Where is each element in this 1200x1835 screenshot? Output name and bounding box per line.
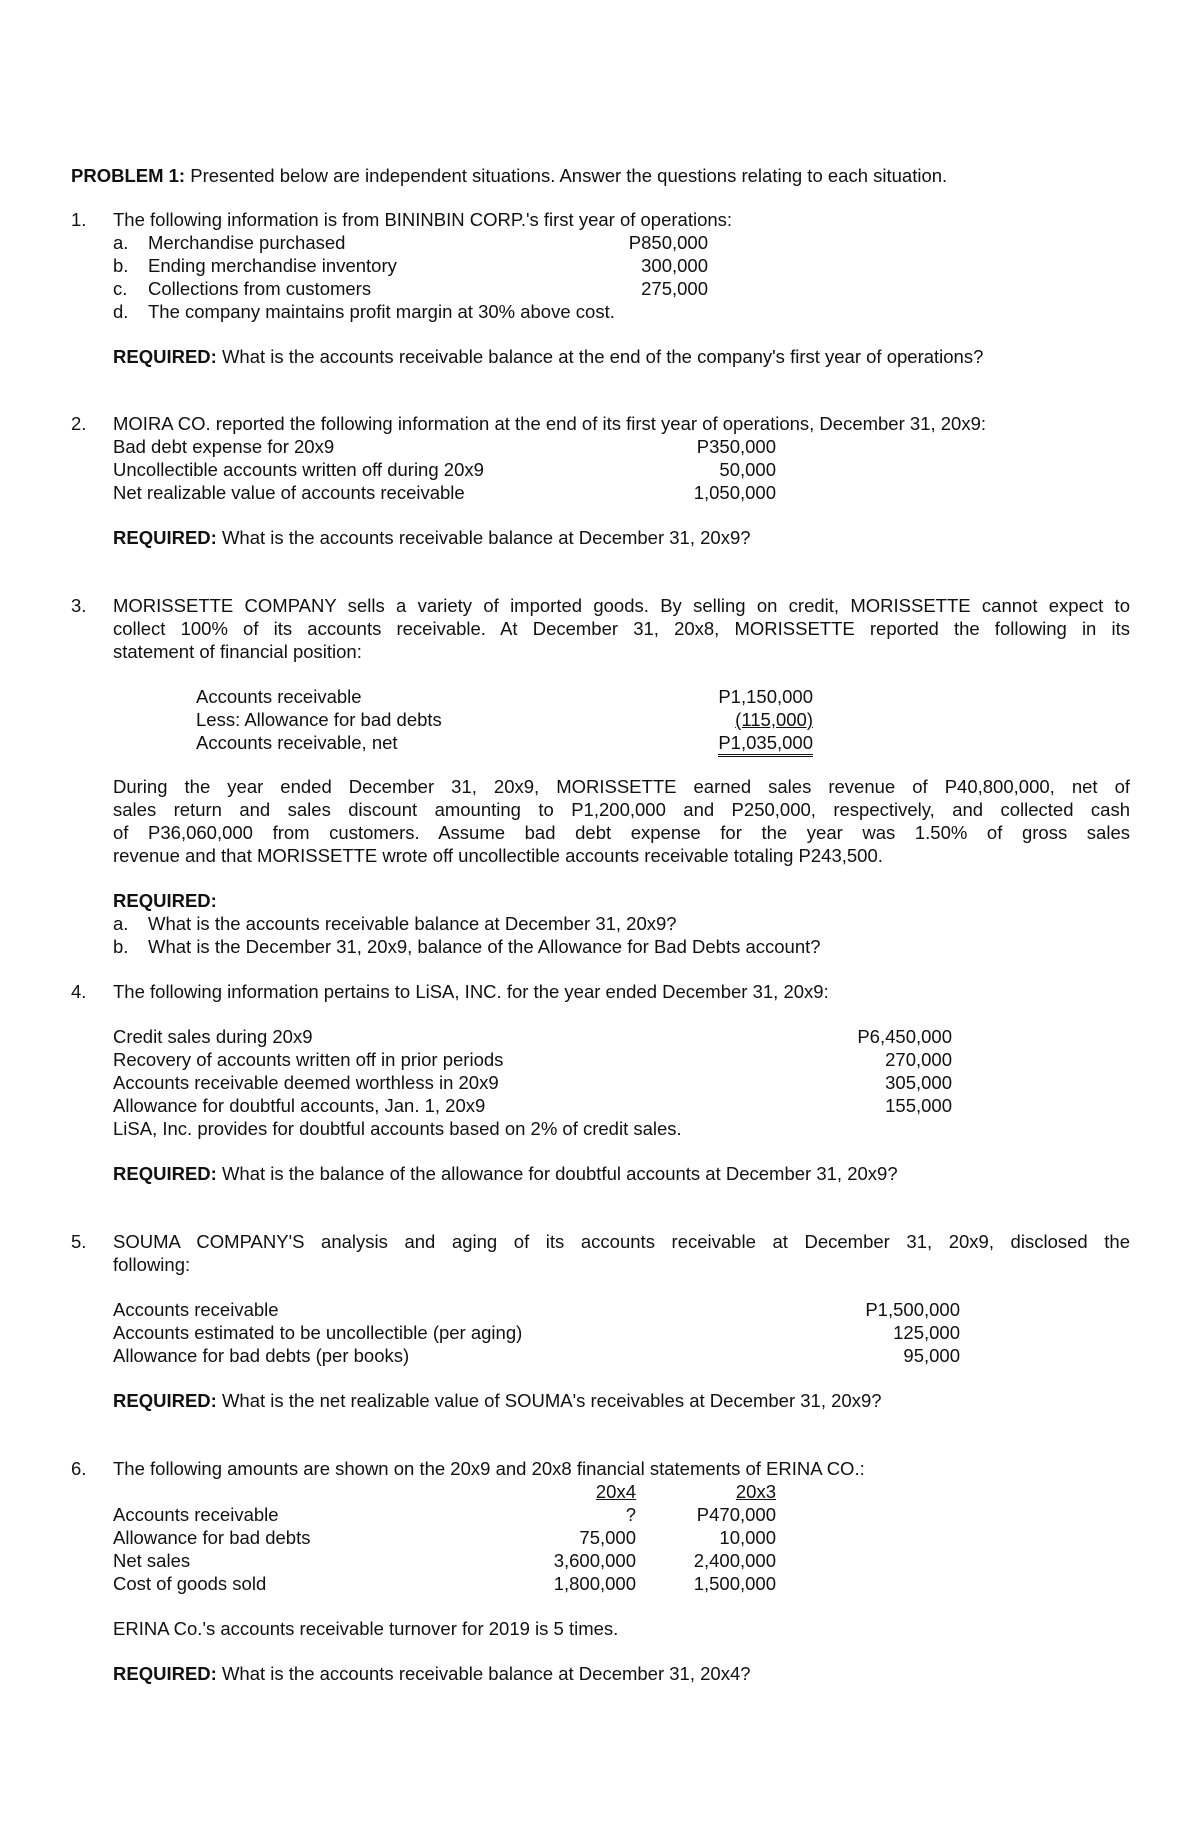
item-6-row-1-v1: ? [625, 1504, 636, 1525]
item-3-value-3 [640, 734, 813, 753]
col-header-1-text: 20x4 [595, 1481, 636, 1502]
item-6-row-3-v2: 2,400,000 [693, 1550, 776, 1571]
item-6-row-4-label: Cost of goods sold [113, 1573, 267, 1594]
item-6-required [113, 1665, 751, 1684]
col-header-2-text: 20x3 [735, 1481, 776, 1502]
item-3-intro-line-1: MORISSETTE COMPANY sells a variety of imported goods. By selling on credit, MORISSETTE cannot expect to [113, 595, 1130, 616]
item-1-label-a: Merchandise purchased [148, 232, 346, 253]
item-6-row-2-v1: 75,000 [579, 1527, 636, 1548]
required-label: REQUIRED: [113, 1663, 217, 1684]
item-1-label-c: Collections from customers [148, 278, 372, 299]
item-5-label-3: Allowance for bad debts (per books) [113, 1345, 410, 1366]
item-1-value-a: P850,000 [628, 232, 708, 253]
problem-instruction: Presented below are independent situations. Answer the questions relating to each situation. [185, 165, 948, 186]
item-4-label-2: Recovery of accounts written off in prior periods [113, 1049, 504, 1070]
item-6-intro: The following amounts are shown on the 20x9 and 20x8 financial statements of ERINA CO.: [113, 1458, 865, 1479]
item-5-label-2: Accounts estimated to be uncollectible (per aging) [113, 1322, 523, 1343]
item-1-letter-a: a. [113, 232, 129, 253]
item-3-required-label: REQUIRED: [113, 890, 217, 911]
item-1-value-c: 275,000 [641, 278, 708, 299]
item-3-label-3: Accounts receivable, net [196, 732, 398, 753]
item-6-row-4-v2: 1,500,000 [693, 1573, 776, 1594]
required-text: What is the accounts receivable balance at December 31, 20x9? [216, 527, 751, 548]
item-5-value-3: 95,000 [903, 1345, 960, 1366]
item-4-note: LiSA, Inc. provides for doubtful accounts based on 2% of credit sales. [113, 1118, 682, 1139]
item-1-letter-d: d. [113, 301, 129, 322]
required-text: What is the accounts receivable balance at December 31, 20x4? [216, 1663, 751, 1684]
item-1-value-b: 300,000 [641, 255, 708, 276]
required-text: What is the balance of the allowance for doubtful accounts at December 31, 20x9? [216, 1163, 898, 1184]
item-6-row-2-label: Allowance for bad debts [113, 1527, 311, 1548]
item-3-body-line-4: revenue and that MORISSETTE wrote off uncollectible accounts receivable totaling P243,500. [113, 845, 883, 866]
item-2-value-2: 50,000 [719, 459, 776, 480]
item-3-label-1: Accounts receivable [196, 686, 362, 707]
item-3-body-line-1: During the year ended December 31, 20x9, MORISSETTE earned sales revenue of P40,800,000, net of [113, 776, 1130, 797]
item-4-label-3: Accounts receivable deemed worthless in 20x9 [113, 1072, 499, 1093]
item-6-row-3-label: Net sales [113, 1550, 191, 1571]
item-3-intro-line-3: statement of financial position: [113, 641, 362, 662]
item-3-label-2: Less: Allowance for bad debts [196, 709, 442, 730]
item-6-number: 6. [71, 1458, 87, 1479]
item-6-row-3-v1: 3,600,000 [553, 1550, 636, 1571]
item-1-intro: The following information is from BININBIN CORP.'s first year of operations: [113, 209, 733, 230]
item-1-label-d: The company maintains profit margin at 30% above cost. [148, 301, 615, 322]
item-3-value-1: P1,150,000 [718, 686, 813, 707]
item-2-label-2: Uncollectible accounts written off during 20x9 [113, 459, 484, 480]
item-4-value-4: 155,000 [885, 1095, 952, 1116]
item-1-letter-b: b. [113, 255, 129, 276]
required-text: What is the accounts receivable balance at the end of the company's first year of operations? [216, 346, 984, 367]
item-4-required [113, 1165, 898, 1184]
item-3-question-a: What is the accounts receivable balance at December 31, 20x9? [148, 913, 677, 934]
item-1-required [113, 348, 983, 367]
item-6-row-2-v2: 10,000 [719, 1527, 776, 1548]
item-2-value-1: P350,000 [696, 436, 776, 457]
item-4-label-4: Allowance for doubtful accounts, Jan. 1, 20x9 [113, 1095, 486, 1116]
item-2-label-1: Bad debt expense for 20x9 [113, 436, 335, 457]
allowance-value: (115,000) [735, 709, 813, 730]
item-4-value-2: 270,000 [885, 1049, 952, 1070]
item-4-label-1: Credit sales during 20x9 [113, 1026, 313, 1047]
item-4-value-3: 305,000 [885, 1072, 952, 1093]
item-6-row-1-label: Accounts receivable [113, 1504, 279, 1525]
item-5-label-1: Accounts receivable [113, 1299, 279, 1320]
item-1-label-b: Ending merchandise inventory [148, 255, 397, 276]
required-text: What is the net realizable value of SOUMA's receivables at December 31, 20x9? [216, 1390, 882, 1411]
item-3-body-line-2: sales return and sales discount amounting to P1,200,000 and P250,000, respectively, and collected cash [113, 799, 1130, 820]
item-5-value-2: 125,000 [893, 1322, 960, 1343]
item-4-intro: The following information pertains to LiSA, INC. for the year ended December 31, 20x9: [113, 981, 829, 1002]
item-3-question-b: What is the December 31, 20x9, balance of the Allowance for Bad Debts account? [148, 936, 821, 957]
net-ar-value: P1,035,000 [718, 732, 813, 757]
required-label: REQUIRED: [113, 1390, 217, 1411]
item-3-question-a-letter: a. [113, 913, 129, 934]
problem-heading [71, 167, 947, 186]
item-6-note: ERINA Co.'s accounts receivable turnover for 2019 is 5 times. [113, 1618, 619, 1639]
item-3-number: 3. [71, 595, 87, 616]
item-3-question-b-letter: b. [113, 936, 129, 957]
item-2-value-3: 1,050,000 [693, 482, 776, 503]
item-5-intro-line-2: following: [113, 1254, 191, 1275]
item-2-label-3: Net realizable value of accounts receivable [113, 482, 465, 503]
item-5-number: 5. [71, 1231, 87, 1252]
item-6-row-1-v2: P470,000 [696, 1504, 776, 1525]
item-4-number: 4. [71, 981, 87, 1002]
item-5-intro-line-1: SOUMA COMPANY'S analysis and aging of its accounts receivable at December 31, 20x9, disclosed the [113, 1231, 1130, 1252]
item-2-number: 2. [71, 413, 87, 434]
item-6-col-header-2 [660, 1483, 776, 1502]
item-6-col-header-1 [520, 1483, 636, 1502]
item-3-intro-line-2: collect 100% of its accounts receivable. At December 31, 20x8, MORISSETTE reported the following in its [113, 618, 1130, 639]
item-1-letter-c: c. [113, 278, 128, 299]
item-4-value-1: P6,450,000 [857, 1026, 952, 1047]
item-3-body-line-3: of P36,060,000 from customers. Assume bad debt expense for the year was 1.50% of gross sales [113, 822, 1130, 843]
item-3-value-2 [640, 711, 813, 730]
item-2-intro: MOIRA CO. reported the following information at the end of its first year of operations, December 31, 20x9: [113, 413, 987, 434]
item-6-row-4-v1: 1,800,000 [553, 1573, 636, 1594]
required-label: REQUIRED: [113, 527, 217, 548]
item-5-required [113, 1392, 882, 1411]
item-5-value-1: P1,500,000 [865, 1299, 960, 1320]
problem-label: PROBLEM 1: [71, 165, 186, 186]
item-1-number: 1. [71, 209, 87, 230]
required-label: REQUIRED: [113, 1163, 217, 1184]
required-label: REQUIRED: [113, 346, 217, 367]
item-2-required [113, 529, 751, 548]
